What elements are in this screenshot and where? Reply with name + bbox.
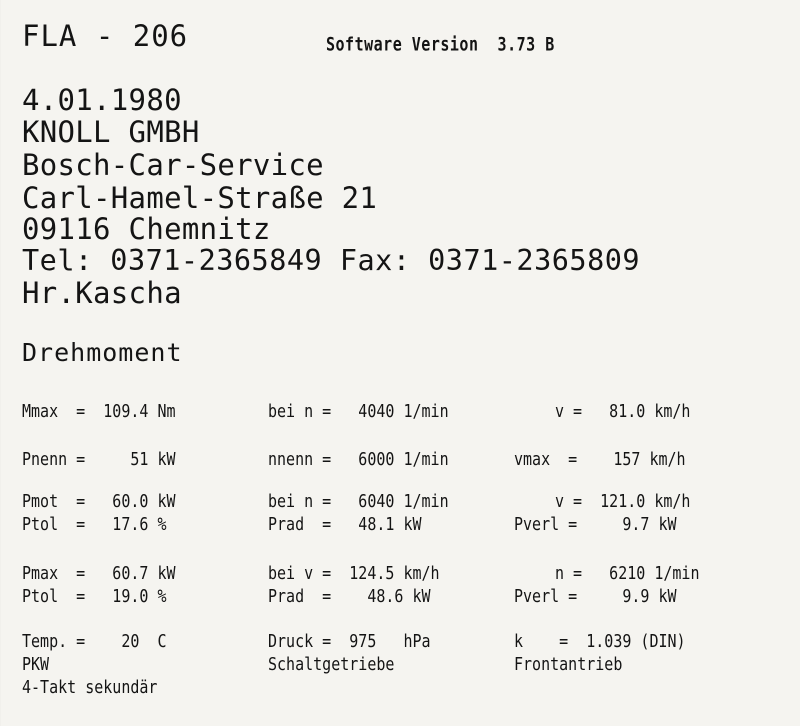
temperature-value: Temp. = 20 C <box>22 630 167 652</box>
mmax-rpm: bei n = 4040 1/min <box>268 400 449 422</box>
pmax-speed: bei v = 124.5 km/h <box>268 562 440 584</box>
ptol-value-2: Ptol = 19.0 % <box>22 585 167 607</box>
section-title: Drehmoment <box>22 338 183 367</box>
company-name: KNOLL GMBH <box>22 115 200 149</box>
pmax-rpm: n = 6210 1/min <box>555 562 700 584</box>
mmax-value: Mmax = 109.4 Nm <box>22 400 176 422</box>
prad-value-2: Prad = 48.6 kW <box>268 585 431 607</box>
vmax-value: vmax = 157 km/h <box>514 448 686 470</box>
drive-type: Frontantrieb <box>514 653 623 675</box>
pverl-value-2: Pverl = 9.9 kW <box>514 585 677 607</box>
nnenn-value: nnenn = 6000 1/min <box>268 448 449 470</box>
pverl-value-1: Pverl = 9.7 kW <box>514 513 677 535</box>
phone-fax-line: Tel: 0371-2365849 Fax: 0371-2365809 <box>22 244 641 277</box>
pmot-value: Pmot = 60.0 kW <box>22 490 176 512</box>
date-line: 4.01.1980 <box>22 83 182 117</box>
engine-cycle: 4-Takt sekundär <box>22 676 158 698</box>
ptol-value-1: Ptol = 17.6 % <box>22 513 167 535</box>
pmax-value: Pmax = 60.7 kW <box>22 562 176 584</box>
software-version: Software Version 3.73 B <box>326 33 555 56</box>
city-address: 09116 Chemnitz <box>22 212 271 246</box>
pressure-value: Druck = 975 hPa <box>268 630 431 652</box>
vehicle-type: PKW <box>22 653 50 675</box>
pnenn-value: Pnenn = 51 kW <box>22 448 176 470</box>
contact-person: Hr.Kascha <box>22 276 182 310</box>
service-name: Bosch-Car-Service <box>22 148 324 182</box>
gearbox-type: Schaltgetriebe <box>268 653 395 675</box>
prad-value-1: Prad = 48.1 kW <box>268 513 422 535</box>
street-address: Carl-Hamel-Straße 21 <box>22 181 378 215</box>
device-title: FLA - 206 <box>22 19 189 53</box>
pmot-speed: v = 121.0 km/h <box>555 490 691 512</box>
pmot-rpm: bei n = 6040 1/min <box>268 490 449 512</box>
mmax-speed: v = 81.0 km/h <box>555 400 691 422</box>
correction-factor: k = 1.039 (DIN) <box>514 630 686 652</box>
